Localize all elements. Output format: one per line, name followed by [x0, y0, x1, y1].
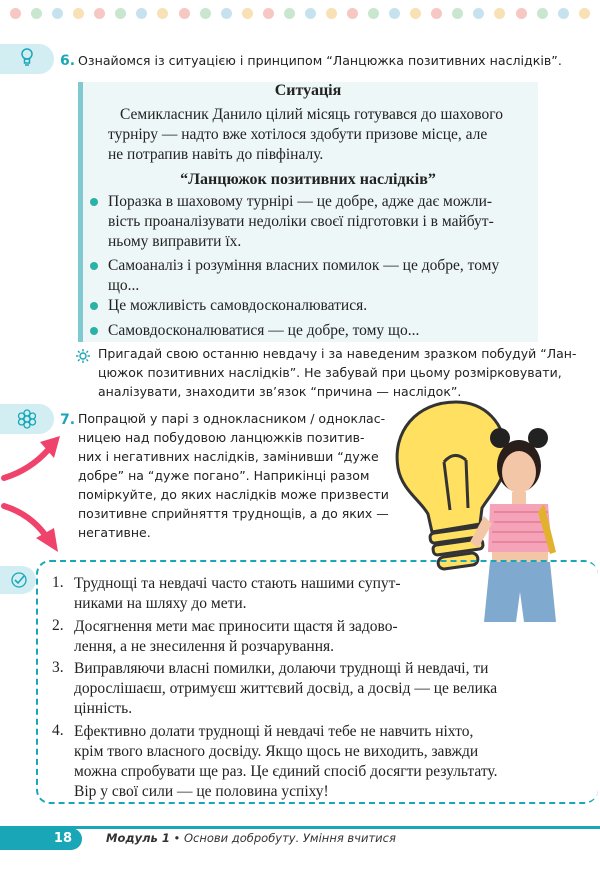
footer-title: [106, 831, 396, 845]
decorative-dot: [31, 8, 42, 19]
list-number: 1.: [52, 574, 64, 591]
decorative-dot: [242, 8, 253, 19]
hint-line: Пригадай свою останню невдачу і за наведеним зразком побудуй “Лан-: [98, 346, 577, 361]
footer-separator: •: [169, 831, 184, 845]
situation-line: Семикласник Данило цілий місяць готувався до шахового: [120, 106, 503, 123]
footer-line: [0, 826, 600, 829]
decorative-dot: [368, 8, 379, 19]
hint-line: цюжок позитивних наслідків”. Не забувай при цьому розмірковувати,: [98, 365, 562, 380]
list-line: Вір у свої сили — це половина успіху!: [74, 783, 329, 800]
decorative-dot: [537, 8, 548, 19]
bullet-dot: [90, 327, 98, 335]
decorative-dot: [347, 8, 358, 19]
decorative-dot: [221, 8, 232, 19]
decorative-dot: [452, 8, 463, 19]
decorative-dot: [263, 8, 274, 19]
list-number: 2.: [52, 617, 64, 634]
list-line: Досягнення мети має приносити щастя й задово-: [74, 618, 398, 635]
arrow-decoration: [0, 428, 70, 558]
situation-title: Ситуація: [274, 82, 342, 99]
decorative-dot: [179, 8, 190, 19]
situation-accent-bar: [78, 82, 83, 342]
bullet-dot: [90, 262, 98, 270]
task-number: 7.: [60, 412, 76, 428]
bullet-line: вість проаналізувати недоліки своєї підготовки і в майбут-: [108, 213, 494, 230]
decorative-dots: [10, 8, 590, 22]
decorative-dot: [473, 8, 484, 19]
decorative-dot: [200, 8, 211, 19]
situation-line: не потрапив навіть до півфіналу.: [108, 146, 324, 163]
task-number: 6.: [60, 53, 76, 69]
decorative-dot: [558, 8, 569, 19]
list-line: Ефективно долати труднощі й невдачі тебе не навчить ніхто,: [74, 723, 474, 740]
list-line: можна спробувати ще раз. Це єдиний спосіб досягти результату.: [74, 763, 498, 780]
bullet-dot: [90, 302, 98, 310]
list-line: лення, а не знесилення й розчарування.: [74, 638, 334, 655]
chain-title: “Ланцюжок позитивних наслідків”: [180, 171, 436, 188]
list-line: Труднощі та невдачі часто стають нашими супут-: [74, 575, 401, 592]
decorative-dot: [305, 8, 316, 19]
situation-line: турніру — надто вже хотілося здобути призове місце, але: [108, 126, 488, 143]
list-number: 4.: [52, 722, 64, 739]
page-number: 18: [0, 828, 82, 850]
decorative-dot: [579, 8, 590, 19]
decorative-dot: [410, 8, 421, 19]
bullet-line: Самоаналіз і розуміння власних помилок — це добре, тому: [108, 257, 500, 274]
task-instruction: Ознайомся із ситуацією і принципом “Ланцюжка позитивних наслідків”.: [78, 53, 562, 68]
footer-section: Основи добробуту. Уміння вчитися: [183, 831, 396, 845]
list-line: никами на шляху до мети.: [74, 595, 247, 612]
check-icon-tab: [0, 566, 36, 594]
bullet-line: Самовдосконалюватися — це добре, тому що...: [108, 322, 420, 339]
bullet-line: Поразка в шаховому турнірі — це добре, адже дає можли-: [108, 193, 493, 210]
list-number: 3.: [52, 659, 64, 676]
task7-line: них і негативних наслідків, замінивши “дуже: [78, 449, 379, 464]
sun-icon: [76, 349, 90, 363]
footer-module: Модуль 1: [106, 831, 170, 845]
flower-icon: [16, 409, 38, 429]
task7-line: негативне.: [78, 525, 151, 540]
bullet-line: Це можливість самовдосконалюватися.: [108, 297, 368, 314]
task7-line: ницею над побудовою ланцюжків позитив-: [78, 430, 365, 445]
task7-line: Попрацюй у парі з однокласником / одноклас-: [78, 411, 386, 426]
task-icon-tab: [0, 44, 54, 74]
checkmark-icon: [10, 572, 28, 588]
decorative-dot: [516, 8, 527, 19]
task7-line: позитивне сприйняття труднощів, а до яких —: [78, 506, 389, 521]
task7-line: добре” на “дуже погано”. Наприкінці разом: [78, 468, 370, 483]
decorative-dot: [157, 8, 168, 19]
task7-line: поміркуйте, до яких наслідків може призвести: [78, 487, 389, 502]
bullet-line: ньому виправити їх.: [108, 233, 242, 250]
decorative-dot: [94, 8, 105, 19]
decorative-dot: [431, 8, 442, 19]
decorative-dot: [73, 8, 84, 19]
bullet-line: що...: [108, 277, 140, 294]
decorative-dot: [115, 8, 126, 19]
decorative-dot: [389, 8, 400, 19]
hint-line: аналізувати, знаходити зв’язок “причина — наслідок”.: [98, 384, 462, 399]
list-line: цінність.: [74, 700, 133, 717]
decorative-dot: [284, 8, 295, 19]
decorative-dot: [136, 8, 147, 19]
lightbulb-icon: [20, 48, 34, 66]
bullet-dot: [90, 198, 98, 206]
decorative-dot: [52, 8, 63, 19]
list-line: дорослішаєш, отримуєш життєвий досвід, а досвід — це велика: [74, 680, 498, 697]
list-line: крім твого власного досвіду. Якщо щось не виходить, завжди: [74, 743, 479, 760]
decorative-dot: [494, 8, 505, 19]
decorative-dot: [10, 8, 21, 19]
decorative-dot: [326, 8, 337, 19]
list-line: Виправляючи власні помилки, долаючи труднощі й невдачі, ти: [74, 660, 489, 677]
